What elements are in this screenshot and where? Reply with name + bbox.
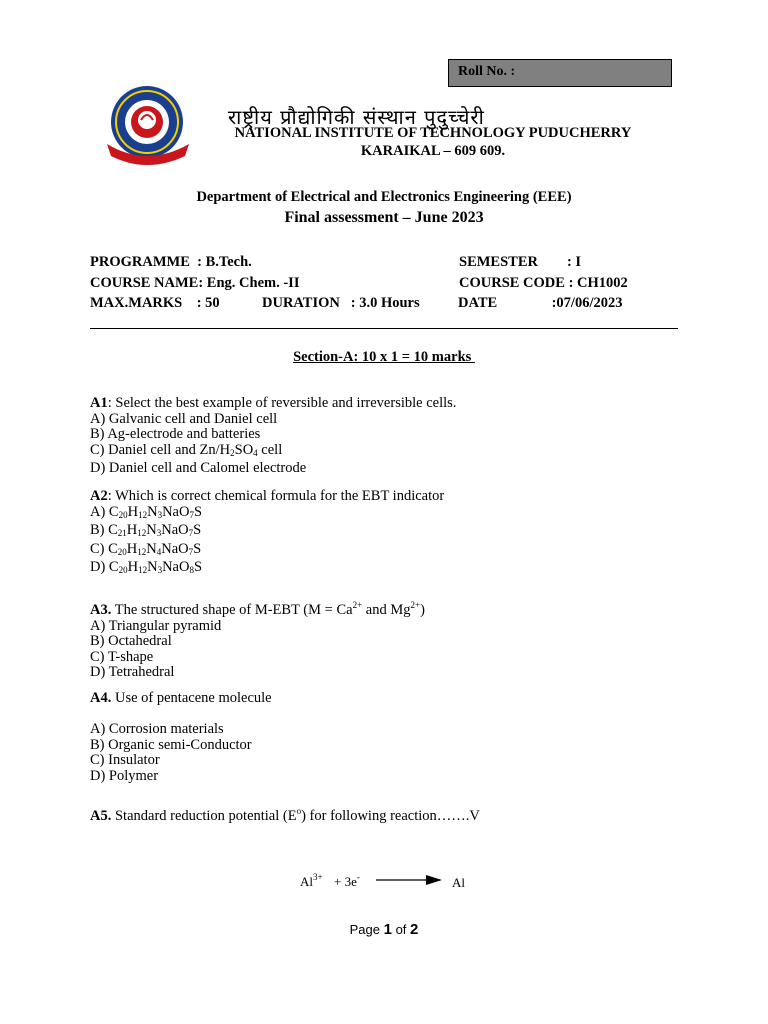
section-title: Section-A: 10 x 1 = 10 marks [293,349,475,365]
option-a: A) Corrosion materials [90,721,224,737]
question-number: A3. [90,602,112,618]
divider-line [90,328,678,329]
semester: SEMESTER : I [459,254,582,270]
duration: DURATION : 3.0 Hours [262,295,420,311]
page-footer: Page 1 of 2 [349,921,419,938]
option-b: B) Octahedral [90,633,172,649]
question-a2 [90,489,444,579]
question-number: A1 [90,395,108,411]
option-a: A) Galvanic cell and Daniel cell [90,410,278,427]
option-a: A) Triangular pyramid [90,617,222,634]
question-text: Use of pentacene molecule [111,690,272,706]
question-number: A2 [90,488,108,504]
question-text: : Select the best example of reversible and irreversible cells. [107,395,457,411]
department-name: Department of Electrical and Electronics Engineering (EEE) [196,189,572,205]
question-text: : Which is correct chemical formula for the EBT indicator [107,488,445,504]
course-name: COURSE NAME: Eng. Chem. -II [90,275,300,291]
option-d: D) $C_{20}H_{12}N_3NaO_8S$ [90,559,203,575]
option-b: B) Ag-electrode and batteries [90,426,261,442]
question-a5: A5. Standard reduction potential $(E^o)$ for following reaction…….V [90,806,480,824]
question-number: A4. [90,690,112,706]
question-number: A5. [90,808,112,824]
question-a4-options [90,722,252,784]
question-a1 [90,396,456,477]
question-a4 [90,691,272,707]
reaction-arrow [374,874,444,886]
exam-date: DATE :07/06/2023 [458,295,623,311]
option-b: B) $C_{21}H_{12}N_3NaO_7S$ [90,522,202,538]
option-b: B) Organic semi-Conductor [90,736,252,753]
exam-title: Final assessment – June 2023 [284,209,484,226]
option-c: C) T-shape [90,648,154,665]
institute-address: KARAIKAL – 609 609. [360,143,506,159]
roll-number-label: Roll No. : [458,64,516,79]
option-c: C) Insulator [90,752,160,768]
option-d: D) Polymer [90,767,159,784]
roll-number-box [448,59,672,87]
institute-name: NATIONAL INSTITUTE OF TECHNOLOGY PUDUCHERRY [234,125,632,141]
option-d: D) Daniel cell and Calomel electrode [90,460,307,476]
max-marks: MAX.MARKS : 50 [90,295,220,311]
reaction-product: Al [452,875,465,890]
programme: PROGRAMME : B.Tech. [90,254,252,270]
hindi-institute-name: राष्ट्रीय प्रौद्योगिकी संस्थान पुदुच्चेरी [228,105,485,129]
option-c: C) Daniel cell and $Zn/H_2SO_4$ cell [90,441,283,458]
question-a3: A3. The structured shape of M-EBT ($M = Ca^{2+}$ and $Mg^{2+}$) A) Triangular pyramid B) Octahedral C) T-shape D) Tetrahedral [90,600,425,680]
option-a: A) $C_{20}H_{12}N_3NaO_7S$ [90,503,203,520]
option-c: C) $C_{20}H_{12}N_4NaO_7S$ [90,540,202,557]
reaction-reactant: $Al^{3+}$ [300,872,323,889]
course-code: COURSE CODE : CH1002 [459,275,628,291]
option-d: D) Tetrahedral [90,664,175,680]
reaction-electrons: + 3e- [334,872,360,889]
